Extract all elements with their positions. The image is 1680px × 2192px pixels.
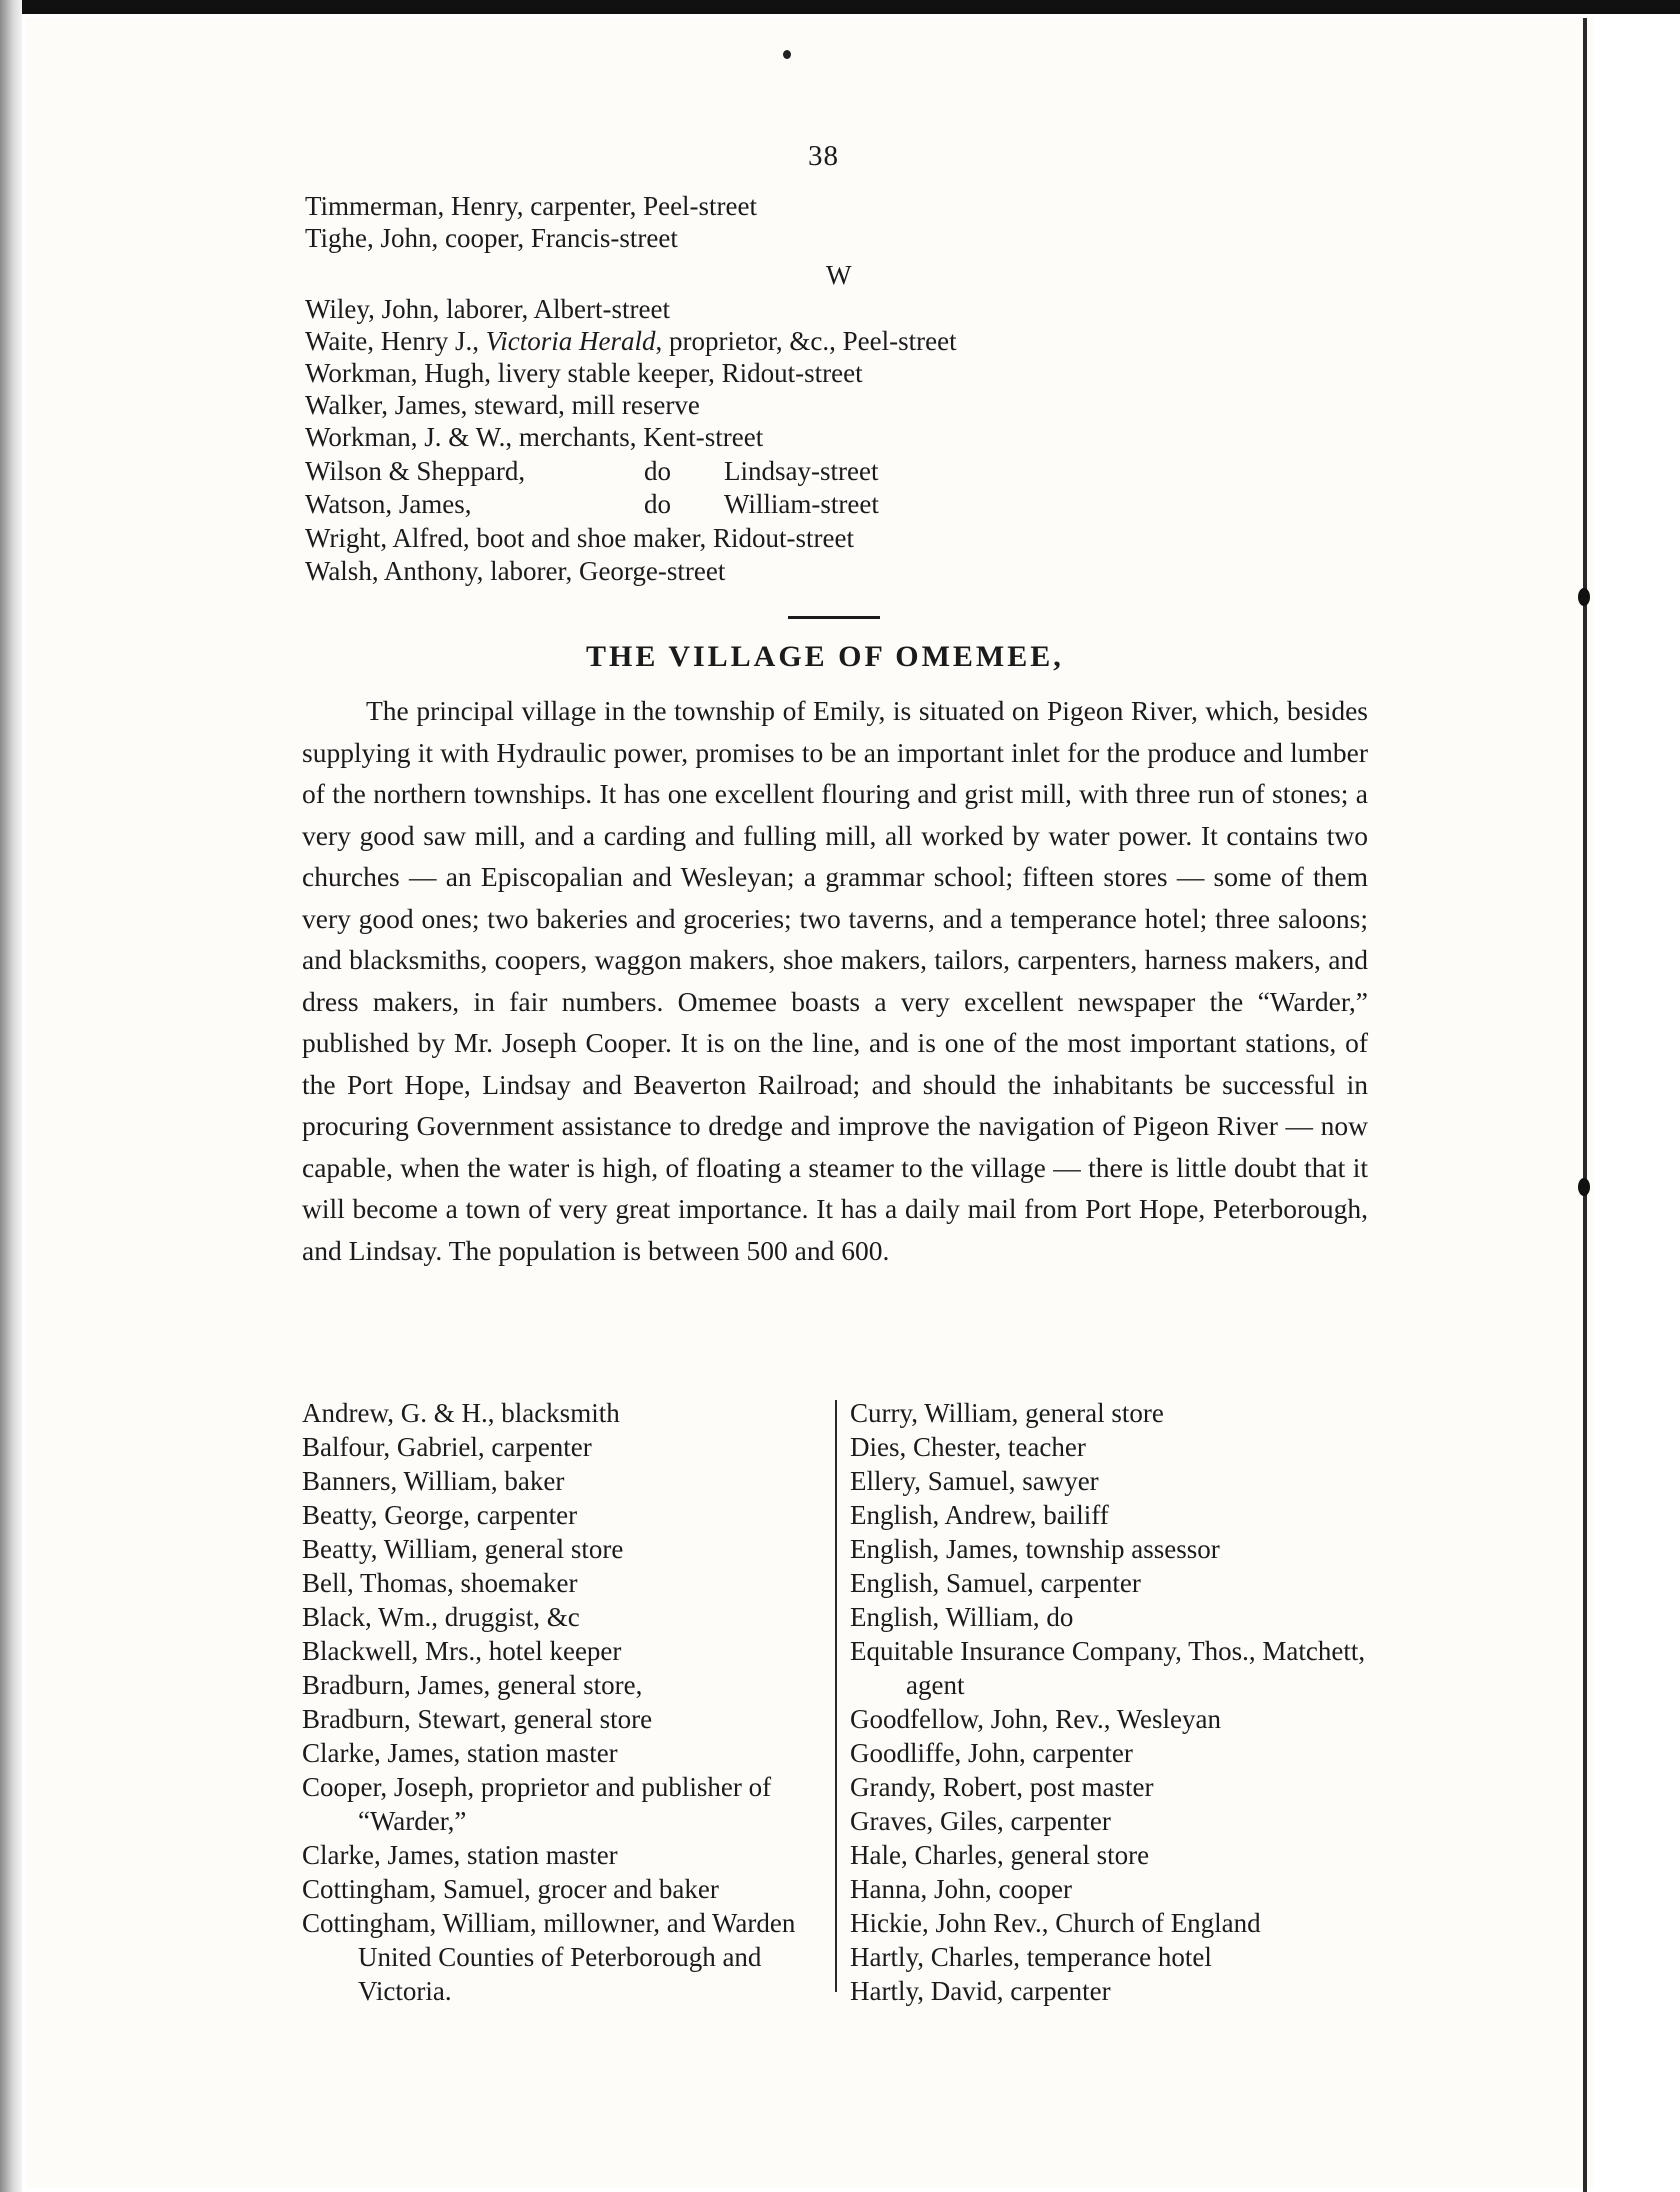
ink-dot [783,50,791,59]
directory-entry: Grandy, Robert, post master [850,1772,1154,1802]
directory-entry: Hanna, John, cooper [850,1874,1072,1904]
directory-entry: Hartly, David, carpenter [850,1976,1111,2006]
directory-entry: English, Andrew, bailiff [850,1500,1109,1530]
directory-entry: Beatty, George, carpenter [302,1500,578,1530]
directory-entry: Hartly, Charles, temperance hotel [850,1942,1212,1972]
page-edge [1583,18,1587,2192]
directory-entry: Goodliffe, John, carpenter [850,1738,1133,1768]
entry-street: William-street [724,489,879,519]
directory-column-left [302,1396,822,2008]
scan-border-left [0,0,22,2192]
directory-entry: Wright, Alfred, boot and shoe maker, Ridout-street [305,523,854,553]
directory-entry: Andrew, G. & H., blacksmith [302,1398,620,1428]
section-heading: THE VILLAGE OF OMEMEE, [586,640,1064,673]
directory-entry: Ellery, Samuel, sawyer [850,1466,1099,1496]
directory-entry: Hale, Charles, general store [850,1840,1150,1870]
page-number: 38 [808,140,839,172]
binding-mark [1578,588,1590,606]
entry-detail: , proprietor, &c., Peel-street [655,326,957,356]
directory-entry: Banners, William, baker [302,1466,565,1496]
entry-name: Wilson & Sheppard, [305,456,526,486]
directory-entry: English, Samuel, carpenter [850,1568,1141,1598]
directory-entry: Equitable Insurance Company, Thos., Matchett, agent [850,1636,1366,1700]
directory-entry: Timmerman, Henry, carpenter, Peel-street [305,191,758,221]
scan-border-top [0,0,1680,14]
directory-entry: Curry, William, general store [850,1398,1164,1428]
directory-entry: Cooper, Joseph, proprietor and publisher of “Warder,” [302,1772,772,1836]
directory-entry [305,488,879,520]
entry-name: Watson, James, [305,489,472,519]
directory-entry: Black, Wm., druggist, &c [302,1602,580,1632]
section-rule [788,616,880,619]
directory-entry: Bradburn, Stewart, general store [302,1704,653,1734]
directory-entry: Cottingham, William, millowner, and Warden United Counties of Peterborough and Victoria. [302,1908,796,2006]
directory-entry: Hickie, John Rev., Church of England [850,1908,1261,1938]
directory-entry [305,455,878,487]
directory-entry: Bradburn, James, general store, [302,1670,643,1700]
village-description: The principal village in the township of Emily, is situated on Pigeon River, which, besides supplying it with Hydraulic power, promises to be an important inlet for the produce and lumber of the northern townships. It has one excellent flouring and grist mill, with three run of stones; a very good saw mill, and a carding and fulling mill, all worked by water power. It contains two churches — an Episcopalian and Wesleyan; a grammar school; fifteen stores — some of them very good ones; two bakeries and groceries; two taverns, and a temperance hotel; three saloons; and blacksmiths, coopers, waggon makers, shoe makers, tailors, carpenters, harness makers, and dress makers, in fair numbers. Omemee boasts a very excellent newspaper the “Warder,” published by Mr. Joseph Cooper. It is on the line, and is one of the most important stations, of the Port Hope, Lindsay and Beaverton Railroad; and should the inhabitants be successful in procuring Government assistance to dredge and improve the navigation of Pigeon River — now capable, when the water is high, of floating a steamer to the village — there is little doubt that it will become a town of very great importance. It has a daily mail from Port Hope, Peterborough, and Lindsay. The population is between 500 and 600. [302,695,1368,1266]
directory-entry: English, James, township assessor [850,1534,1220,1564]
directory-column-right [850,1396,1390,2008]
newspaper-name: Victoria Herald [485,326,656,356]
directory-entry: Walsh, Anthony, laborer, George-street [305,556,726,586]
directory-entry: Beatty, William, general store [302,1534,624,1564]
ditto-mark: do [644,489,671,519]
directory-entry: Workman, J. & W., merchants, Kent-street [305,422,764,452]
directory-entry: Clarke, James, station master [302,1738,618,1768]
binding-mark [1578,1178,1590,1196]
directory-entry: Walker, James, steward, mill reserve [305,390,700,420]
directory-entry: Balfour, Gabriel, carpenter [302,1432,592,1462]
ditto-mark: do [644,456,671,486]
column-divider [835,1400,837,1992]
directory-entry: Blackwell, Mrs., hotel keeper [302,1636,622,1666]
directory-entry: Bell, Thomas, shoemaker [302,1568,578,1598]
directory-entry: Tighe, John, cooper, Francis-street [305,223,678,253]
directory-entry: Cottingham, Samuel, grocer and baker [302,1874,719,1904]
directory-entry: Wiley, John, laborer, Albert-street [305,294,670,324]
directory-entry [305,325,957,357]
directory-entry: English, William, do [850,1602,1074,1632]
directory-entry: Workman, Hugh, livery stable keeper, Ridout-street [305,358,863,388]
directory-entry: Clarke, James, station master [302,1840,618,1870]
section-letter: W [826,260,852,290]
directory-entry: Goodfellow, John, Rev., Wesleyan [850,1704,1222,1734]
directory-entry: Dies, Chester, teacher [850,1432,1086,1462]
directory-entry: Graves, Giles, carpenter [850,1806,1111,1836]
entry-street: Lindsay-street [724,456,879,486]
entry-name: Waite, Henry J., [305,326,486,356]
